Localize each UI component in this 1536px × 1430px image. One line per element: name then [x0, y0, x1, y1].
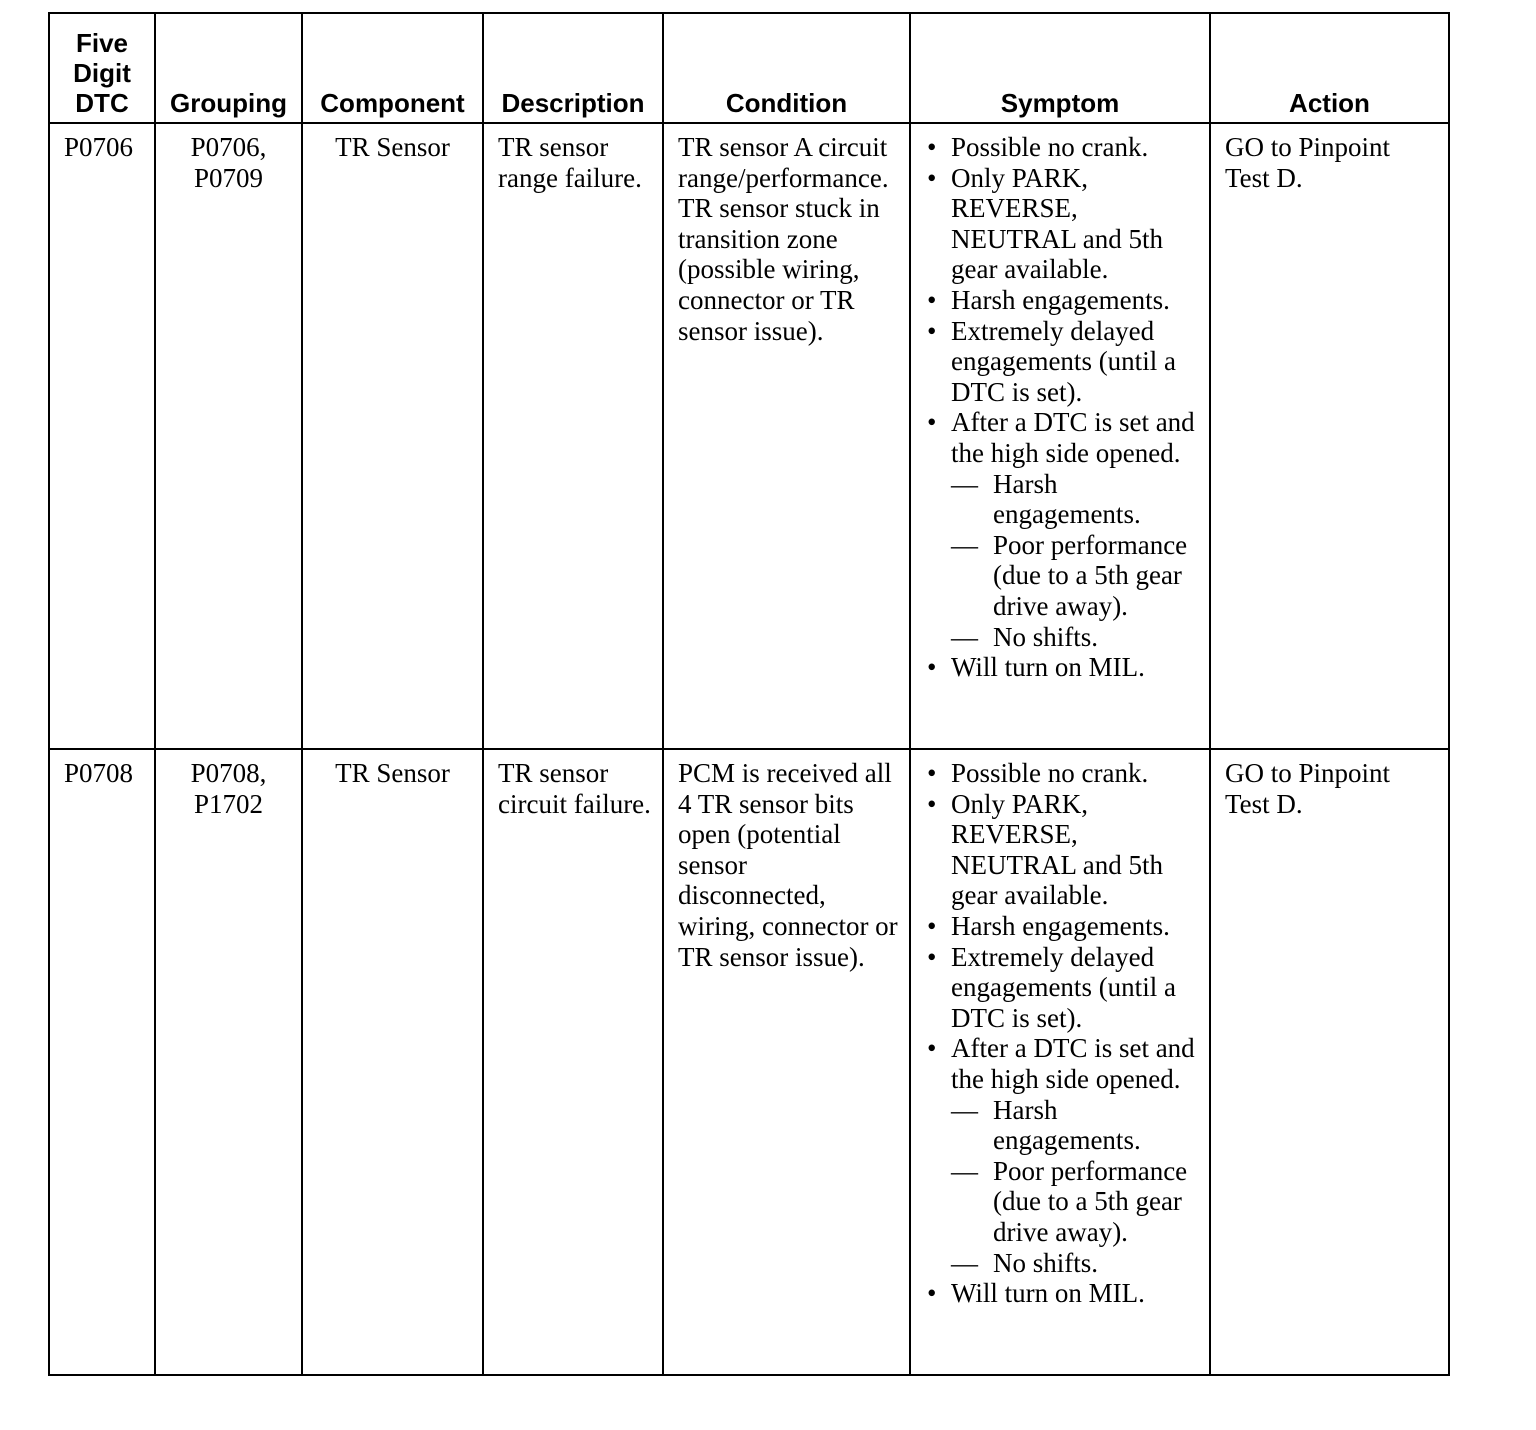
- bullet-icon: •: [927, 652, 937, 683]
- symptom-item: • Will turn on MIL.: [927, 1278, 1145, 1309]
- header-row: [49, 13, 1449, 123]
- description: TR sensor range failure.: [483, 123, 663, 749]
- component: TR Sensor: [302, 749, 483, 1375]
- condition: PCM is received all 4 TR sensor bits open (potential sensor disconnected, wiring, connector or TR sensor issue).: [663, 749, 910, 1375]
- dtc-code: P0708: [49, 749, 155, 1375]
- table-row: [49, 123, 1449, 749]
- symptom-list: [925, 758, 1201, 1309]
- symptom-item: • Possible no crank.: [927, 132, 1149, 162]
- action: GO to Pinpoint Test D.: [1210, 123, 1449, 749]
- table-row: [49, 749, 1449, 1375]
- dash-icon: —: [951, 1247, 978, 1278]
- sub-symptom-item: — No shifts.: [951, 621, 1099, 652]
- bullet-icon: •: [927, 162, 937, 193]
- dash-icon: —: [951, 1155, 978, 1186]
- symptom-cell: [910, 123, 1210, 749]
- bullet-icon: •: [927, 941, 937, 972]
- header-symptom: Symptom: [910, 13, 1210, 123]
- symptom-item: • Extremely delayed engagements (until a DTC is set).: [927, 315, 1176, 407]
- header-grouping: Grouping: [155, 13, 302, 123]
- dtc-table: [48, 12, 1450, 1376]
- bullet-icon: •: [927, 788, 937, 819]
- grouping: P0706, P0709: [155, 123, 302, 749]
- bullet-icon: •: [927, 910, 937, 941]
- bullet-icon: •: [927, 758, 937, 788]
- symptom-item: • Will turn on MIL.: [927, 652, 1145, 683]
- symptom-list: [925, 132, 1201, 683]
- sub-symptom-item: — Poor performance (due to a 5th gear drive away).: [951, 1155, 1188, 1247]
- symptom-item: • Extremely delayed engagements (until a DTC is set).: [927, 941, 1176, 1033]
- bullet-icon: •: [927, 315, 937, 346]
- header-description: Description: [483, 13, 663, 123]
- action: GO to Pinpoint Test D.: [1210, 749, 1449, 1375]
- description: TR sensor circuit failure.: [483, 749, 663, 1375]
- header-five-digit-dtc: Five Digit DTC: [49, 13, 155, 123]
- bullet-icon: •: [927, 407, 937, 438]
- header-component: Component: [302, 13, 483, 123]
- condition: TR sensor A circuit range/performance. TR sensor stuck in transition zone (possible wiring, connector or TR sensor issue).: [663, 123, 910, 749]
- dash-icon: —: [951, 468, 978, 499]
- sub-symptom-item: — No shifts.: [951, 1247, 1099, 1278]
- symptom-item: • Only PARK, REVERSE, NEUTRAL and 5th gear available.: [927, 162, 1163, 285]
- symptom-item: • Only PARK, REVERSE, NEUTRAL and 5th gear available.: [927, 788, 1163, 911]
- bullet-icon: •: [927, 1278, 937, 1309]
- bullet-icon: •: [927, 132, 937, 162]
- sub-symptom-item: — Harsh engagements.: [951, 1094, 1141, 1156]
- dash-icon: —: [951, 1094, 978, 1125]
- dtc-code: P0706: [49, 123, 155, 749]
- symptom-item: • After a DTC is set and the high side opened. — Harsh engagements. — Poor performance (due to a 5th gear drive away). — No shifts.: [925, 1033, 1201, 1278]
- symptom-item: • After a DTC is set and the high side opened. — Harsh engagements. — Poor performance (due to a 5th gear drive away). — No shifts.: [925, 407, 1201, 652]
- symptom-item: • Possible no crank.: [927, 758, 1149, 788]
- symptom-item: • Harsh engagements.: [927, 284, 1170, 315]
- header-action: Action: [1210, 13, 1449, 123]
- sub-symptom-list: [951, 469, 1201, 653]
- symptom-item: • Harsh engagements.: [927, 910, 1170, 941]
- sub-symptom-item: — Poor performance (due to a 5th gear drive away).: [951, 529, 1188, 621]
- dash-icon: —: [951, 529, 978, 560]
- sub-symptom-item: — Harsh engagements.: [951, 468, 1141, 530]
- sub-symptom-list: [951, 1095, 1201, 1279]
- bullet-icon: •: [927, 1033, 937, 1064]
- bullet-icon: •: [927, 284, 937, 315]
- symptom-cell: [910, 749, 1210, 1375]
- grouping: P0708, P1702: [155, 749, 302, 1375]
- component: TR Sensor: [302, 123, 483, 749]
- dash-icon: —: [951, 621, 978, 652]
- header-condition: Condition: [663, 13, 910, 123]
